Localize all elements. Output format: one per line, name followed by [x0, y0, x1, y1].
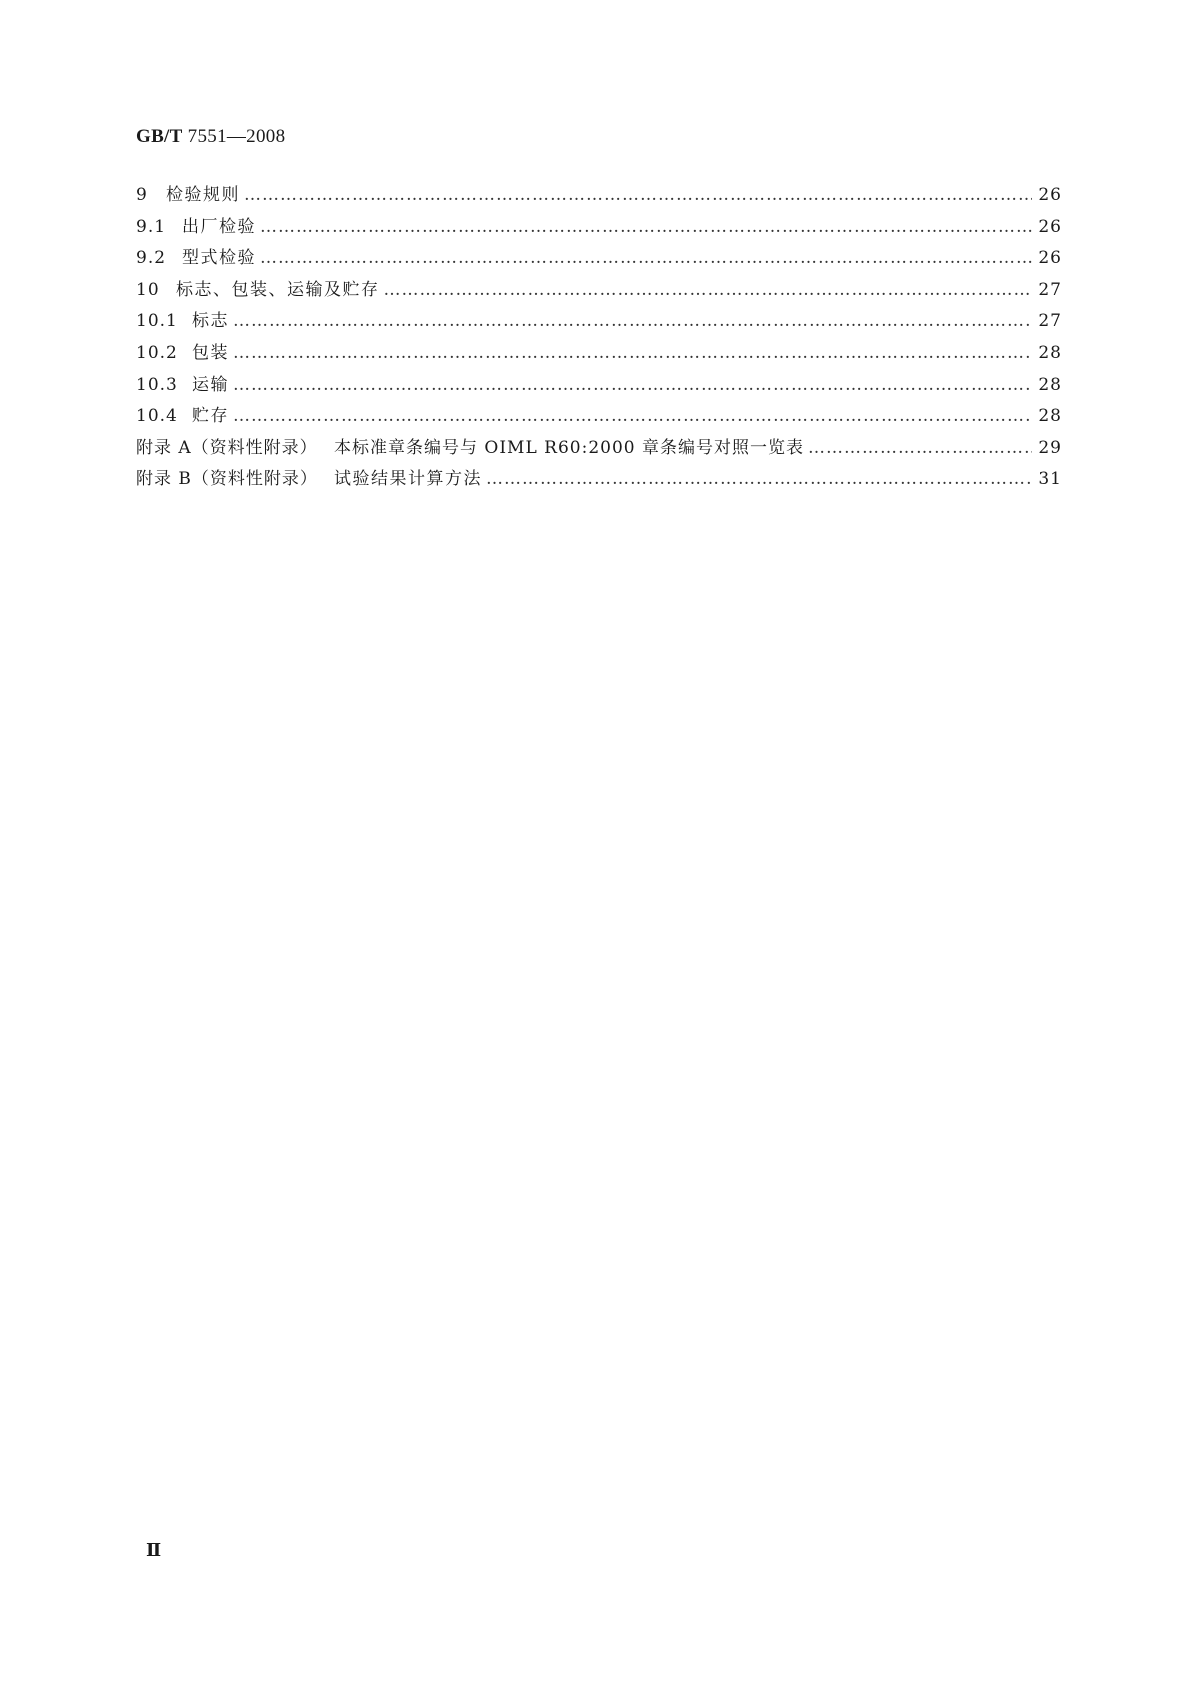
toc-entry-10-3[interactable]: [136, 370, 1062, 402]
toc-leader-dots: [233, 370, 1032, 402]
toc-entry-page: 29: [1038, 437, 1062, 458]
toc-entry-title: 检验规则: [166, 185, 240, 205]
toc-entry-title: 试验结果计算方法: [334, 469, 482, 490]
standard-code: GB/T: [136, 126, 183, 147]
toc-leader-dots: [260, 243, 1032, 275]
toc-leader-dots: [486, 464, 1032, 496]
toc-entry-page: 26: [1038, 216, 1062, 237]
toc-entry-title: 运输: [192, 374, 229, 395]
toc-entry-10-4[interactable]: [136, 401, 1062, 433]
toc-entry-title: 贮存: [192, 406, 229, 427]
toc-entry-title: 标志、包装、运输及贮存: [176, 279, 380, 300]
toc-leader-dots: [233, 401, 1032, 433]
toc-entry-number: 10.3: [136, 374, 178, 395]
toc-entry-number: 10.1: [136, 311, 178, 332]
toc-entry-9-1[interactable]: [136, 212, 1062, 244]
toc-entry-9[interactable]: [136, 180, 1062, 212]
toc-leader-dots: [244, 180, 1032, 212]
table-of-contents: [136, 180, 1062, 496]
toc-leader-dots: [233, 306, 1032, 338]
toc-entry-number: 10.4: [136, 406, 178, 427]
toc-entry-number: 10: [136, 279, 160, 300]
toc-leader-dots: [808, 433, 1032, 465]
toc-entry-appendix-b[interactable]: [136, 464, 1062, 496]
toc-entry-9-2[interactable]: [136, 243, 1062, 275]
toc-entry-page: 26: [1038, 185, 1062, 205]
toc-entry-number: 附录 A（资料性附录）: [136, 437, 318, 458]
toc-entry-number: 10.2: [136, 342, 178, 363]
toc-entry-page: 28: [1038, 342, 1062, 363]
toc-entry-page: 31: [1038, 469, 1062, 490]
toc-entry-page: 26: [1038, 248, 1062, 269]
toc-entry-page: 27: [1038, 279, 1062, 300]
toc-leader-dots: [384, 275, 1033, 307]
page-number: Ⅱ: [146, 1540, 162, 1560]
toc-entry-appendix-a[interactable]: [136, 433, 1062, 465]
toc-entry-title: 型式检验: [182, 248, 256, 269]
toc-entry-page: 28: [1038, 406, 1062, 427]
toc-leader-dots: [260, 212, 1032, 244]
toc-entry-10[interactable]: [136, 275, 1062, 307]
toc-entry-number: 附录 B（资料性附录）: [136, 469, 318, 490]
toc-entry-title: 本标准章条编号与 OIML R60:2000 章条编号对照一览表: [334, 437, 804, 458]
standard-number: 7551—2008: [187, 126, 286, 147]
toc-entry-10-1[interactable]: [136, 306, 1062, 338]
toc-entry-title: 包装: [192, 342, 229, 363]
toc-entry-10-2[interactable]: [136, 338, 1062, 370]
toc-entry-title: 标志: [192, 311, 229, 332]
toc-entry-number: 9.1: [136, 216, 167, 237]
document-header: [136, 126, 285, 148]
toc-leader-dots: [233, 338, 1032, 370]
toc-entry-number: 9.2: [136, 248, 167, 269]
toc-entry-page: 28: [1038, 374, 1062, 395]
toc-entry-title: 出厂检验: [182, 216, 256, 237]
toc-entry-number: 9: [136, 185, 148, 205]
toc-entry-page: 27: [1038, 311, 1062, 332]
